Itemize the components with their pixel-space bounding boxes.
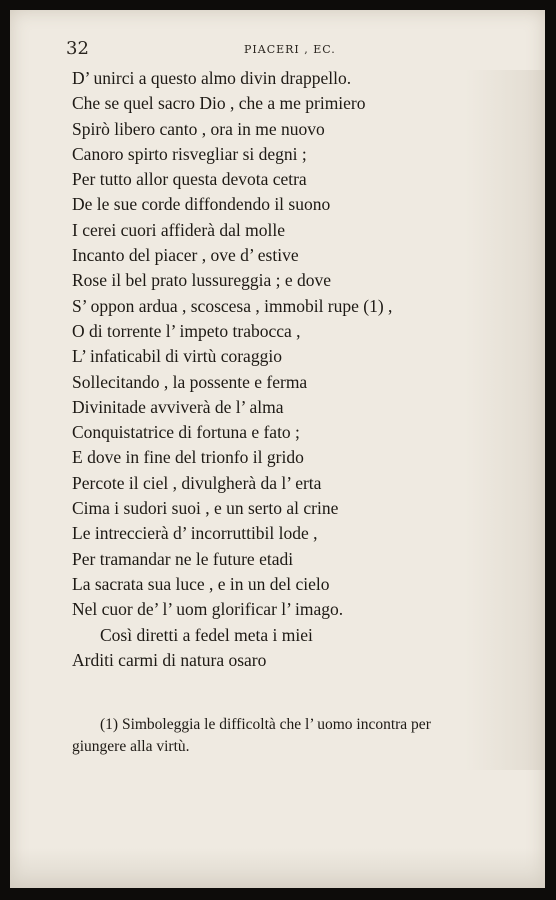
verse-line: Per tramandar ne le future etadi <box>72 548 294 569</box>
verse-line: La sacrata sua luce , e in un del cielo <box>72 573 330 594</box>
verse-line: Che se quel sacro Dio , che a me primiero <box>72 93 366 114</box>
verse-line: De le sue corde diffondendo il suono <box>72 194 331 215</box>
verse-line: Per tutto allor questa devota cetra <box>72 169 307 190</box>
running-title: PIACERI , EC. <box>244 43 336 56</box>
verse-line: Cima i sudori suoi , e un serto al crine <box>72 498 339 519</box>
verse-line: I cerei cuori affiderà dal molle <box>72 219 285 240</box>
verse-line: Percote il ciel , divulgherà da l’ erta <box>72 472 322 493</box>
footnote-line: (1) Simboleggia le difficoltà che l’ uomo incontra per <box>100 716 431 733</box>
verse-line: L’ infaticabil di virtù coraggio <box>72 346 282 367</box>
page-number: 32 <box>66 38 89 59</box>
verse-line: O di torrente l’ impeto trabocca , <box>72 320 301 341</box>
verse-line: Divinitade avviverà de l’ alma <box>72 396 284 417</box>
verse-line: Canoro spirto risvegliar si degni ; <box>72 143 307 164</box>
verse-line: E dove in fine del trionfo il grido <box>72 447 304 468</box>
show-through-text <box>465 70 545 770</box>
verse-line: Conquistatrice di fortuna e fato ; <box>72 422 300 443</box>
verse-line: S’ oppon ardua , scoscesa , immobil rupe (1) , <box>72 295 393 316</box>
footnote <box>72 714 542 758</box>
footnote-line: giungere alla virtù. <box>72 738 190 755</box>
verse-line: Le intreccierà d’ incorruttibil lode , <box>72 523 318 544</box>
poem-verse <box>72 66 392 673</box>
running-head <box>66 38 426 62</box>
verse-line: Rose il bel prato lussureggia ; e dove <box>72 270 332 291</box>
verse-line: Incanto del piacer , ove d’ estive <box>72 245 299 266</box>
verse-line: Così diretti a fedel meta i miei <box>100 624 313 645</box>
page-fold <box>10 848 545 888</box>
verse-line: Sollecitando , la possente e ferma <box>72 371 308 392</box>
verse-line: Arditi carmi di natura osaro <box>72 649 267 670</box>
verse-line: Nel cuor de’ l’ uom glorificar l’ imago. <box>72 599 344 620</box>
verse-line: Spirò libero canto , ora in me nuovo <box>72 118 325 139</box>
book-page <box>10 10 545 888</box>
verse-line: D’ unirci a questo almo divin drappello. <box>72 68 352 88</box>
